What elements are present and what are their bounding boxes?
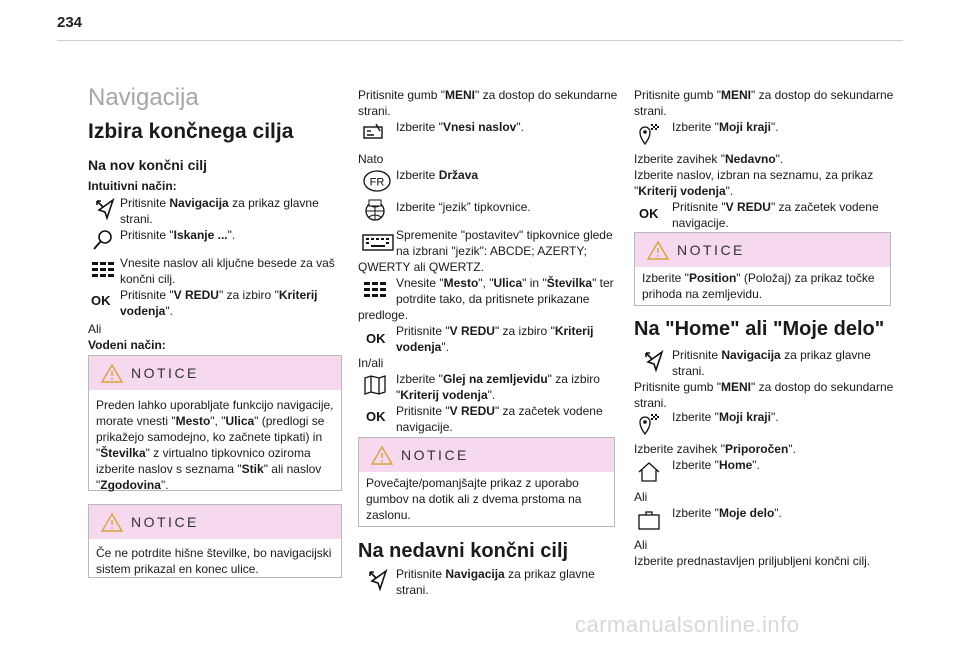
- notice2-line1: Če ne potrdite hišne številke, bo navigacijski: [96, 546, 332, 560]
- keyboard-layout-icon: [362, 229, 394, 255]
- notice3-line1: Povečajte/pomanjšajte prikaz z uporabo: [366, 476, 579, 490]
- notice1-line4: "Številka" z virtualno tipkovnico oziroma: [96, 446, 311, 460]
- ok-icon: OK: [366, 331, 386, 346]
- c2-nato: Nato: [358, 152, 384, 166]
- c2-s6: Pritisnite "V REDU" za izbiro "Kriterij: [396, 324, 594, 338]
- notice3-line2: gumbov na dotik ali z dvema prstoma na: [366, 492, 582, 506]
- c3-s3-cont: "Kriterij vodenja".: [634, 184, 734, 198]
- navigation-arrow-icon: [364, 567, 390, 593]
- navigation-arrow-icon: [640, 348, 666, 374]
- notice1-line6: "Zgodovina".: [96, 478, 169, 492]
- c2-s7: Izberite "Glej na zemljevidu" za izbiro: [396, 372, 600, 386]
- svg-text:FR: FR: [369, 176, 385, 189]
- address-entry-icon: [360, 119, 386, 145]
- heading-home-work: Na "Home" ali "Moje delo": [634, 318, 885, 340]
- section-title: Navigacija: [88, 84, 199, 111]
- my-places-icon: [636, 121, 662, 147]
- c2-s1: Izberite "Vnesi naslov".: [396, 120, 524, 134]
- c2-s4-cont: na izbrani "jezik": ABCDE; AZERTY;: [396, 244, 587, 258]
- country-fr-icon: [362, 168, 392, 194]
- notice-header: [359, 438, 614, 472]
- c2-s8: Pritisnite "V REDU" za začetek vodene: [396, 404, 603, 418]
- c3-s6: Pritisnite gumb "MENI" za dostop do sekundarne: [634, 380, 894, 394]
- c3-s3: Izberite naslov, izbran na seznamu, za prikaz: [634, 168, 874, 182]
- notice-title: NOTICE: [677, 242, 745, 258]
- step2-text: Pritisnite "Iskanje ...".: [120, 228, 236, 242]
- warning-triangle-icon: [371, 445, 393, 465]
- warning-triangle-icon: [101, 363, 123, 383]
- c3-s1: Izberite "Moji kraji".: [672, 120, 779, 134]
- navigation-arrow-icon: [91, 196, 117, 222]
- c2-s9: Pritisnite Navigacija za prikaz glavne: [396, 567, 595, 581]
- my-places-icon: [636, 411, 662, 437]
- search-icon: [90, 227, 116, 253]
- step4-text: Pritisnite "V REDU" za izbiro "Kriterij: [120, 288, 318, 302]
- notice-header: [635, 233, 890, 267]
- c2-s5-cont: potrdite tako, da pritisnete prikazane: [396, 292, 590, 306]
- c2-s7-cont: "Kriterij vodenja".: [396, 388, 496, 402]
- step1-text: Pritisnite Navigacija za prikaz glavne: [120, 196, 319, 210]
- notice1-line1: Preden lahko uporabljate funkcijo navigacije,: [96, 398, 334, 412]
- c3-p1: Pritisnite gumb "MENI" za dostop do sekundarne: [634, 88, 894, 102]
- intuitive-label: Intuitivni način:: [88, 179, 177, 193]
- watermark: carmanualsonline.info: [575, 612, 800, 637]
- notice-title: NOTICE: [131, 514, 199, 530]
- subheading-nov-cilj: Na nov končni cilj: [88, 157, 208, 173]
- c2-s5: Vnesite "Mesto", "Ulica" in "Številka" ter: [396, 276, 614, 290]
- c3-s6-cont: strani.: [634, 396, 667, 410]
- c3-s5-cont: strani.: [672, 364, 705, 378]
- c3-s5: Pritisnite Navigacija za prikaz glavne: [672, 348, 871, 362]
- language-globe-icon: [362, 197, 388, 223]
- notice-box-4: [634, 232, 891, 306]
- warning-triangle-icon: [647, 240, 669, 260]
- step4-text-cont: vodenja".: [120, 304, 173, 318]
- c3-s4: Pritisnite "V REDU" za začetek vodene: [672, 200, 879, 214]
- c3-s9: Izberite "Home".: [672, 458, 760, 472]
- step3-text: Vnesite naslov ali ključne besede za vaš: [120, 256, 335, 270]
- c3-ali1: Ali: [634, 490, 648, 504]
- notice-box-3: [358, 437, 615, 527]
- c3-s10: Izberite "Moje delo".: [672, 506, 782, 520]
- c2-s8-cont: navigacije.: [396, 420, 453, 434]
- notice-box-2: [88, 504, 342, 578]
- notice1-line2: morate vnesti "Mesto", "Ulica" (predlogi se: [96, 414, 325, 428]
- ok-icon: OK: [639, 206, 659, 221]
- notice3-line3: zaslonu.: [366, 508, 411, 522]
- c3-p1-cont: strani.: [634, 104, 667, 118]
- notice4-line1: Izberite "Position" (Položaj) za prikaz točke: [642, 271, 875, 285]
- header-rule: [57, 40, 903, 41]
- c2-s4: Spremenite "postavitev" tipkovnice glede: [396, 228, 613, 242]
- heading-izbira: Izbira končnega cilja: [88, 120, 294, 143]
- keyboard-grid-icon: [362, 277, 388, 303]
- notice4-line2: prihoda na zemljevidu.: [642, 287, 763, 301]
- keyboard-grid-icon: [90, 257, 116, 283]
- notice-header: [89, 356, 341, 390]
- ali-text: Ali: [88, 322, 102, 336]
- c3-s7: Izberite "Moji kraji".: [672, 410, 779, 424]
- c2-s4-cont2: QWERTY ali QWERTZ.: [358, 260, 485, 274]
- c2-p1: Pritisnite gumb "MENI" za dostop do sekundarne: [358, 88, 618, 102]
- notice1-line5: izberite naslov s seznama "Stik" ali naslov: [96, 462, 322, 476]
- c2-p1-cont: strani.: [358, 104, 391, 118]
- c3-s4-cont: navigacije.: [672, 216, 729, 230]
- c2-s9-cont: strani.: [396, 583, 429, 597]
- notice-header: [89, 505, 341, 539]
- notice1-line3: prikažejo samodejno, ko začnete tipkati) in: [96, 430, 323, 444]
- warning-triangle-icon: [101, 512, 123, 532]
- notice2-line2: sistem prikazal en konec ulice.: [96, 562, 259, 576]
- c3-ali2: Ali: [634, 538, 648, 552]
- briefcase-icon: [636, 507, 662, 533]
- c2-s3: Izberite “jezik” tipkovnice.: [396, 200, 531, 214]
- c2-inali: In/ali: [358, 356, 384, 370]
- step3-text-cont: končni cilj.: [120, 272, 176, 286]
- c3-s2: Izberite zavihek "Nedavno".: [634, 152, 784, 166]
- c3-s8: Izberite zavihek "Priporočen".: [634, 442, 796, 456]
- notice-title: NOTICE: [401, 447, 469, 463]
- notice-title: NOTICE: [131, 365, 199, 381]
- ok-icon: OK: [366, 409, 386, 424]
- c2-s6-cont: vodenja".: [396, 340, 449, 354]
- c2-s2: Izberite Država: [396, 168, 479, 182]
- c3-s11: Izberite prednastavljen priljubljeni končni cilj.: [634, 554, 871, 568]
- home-icon: [636, 459, 662, 485]
- ok-icon: OK: [91, 293, 111, 308]
- map-icon: [362, 372, 388, 398]
- c2-s5-cont2: predloge.: [358, 308, 409, 322]
- heading-nedavni: Na nedavni končni cilj: [358, 540, 569, 562]
- step1-text-cont: strani.: [120, 212, 153, 226]
- page-number: 234: [57, 14, 83, 31]
- notice-box-1: [88, 355, 342, 491]
- guided-label: Vodeni način:: [88, 338, 166, 352]
